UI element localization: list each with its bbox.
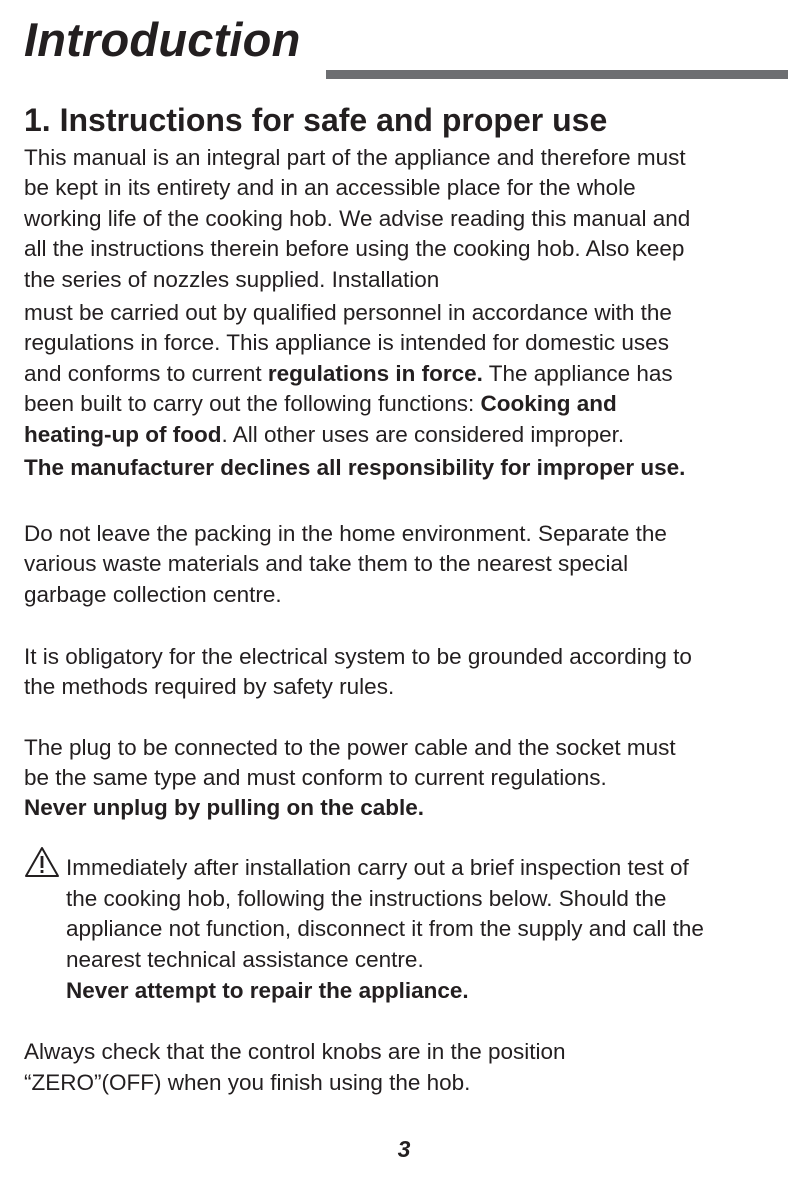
text-run: The appliance has bbox=[482, 361, 673, 386]
p1-line: This manual is an integral part of the appliance and therefore must bbox=[24, 145, 686, 170]
p7-line: Always check that the control knobs are in the position bbox=[24, 1039, 566, 1064]
manufacturer-disclaimer: The manufacturer declines all responsibility for improper use. bbox=[24, 455, 686, 480]
p2-line: must be carried out by qualified personnel in accordance with the bbox=[24, 300, 672, 325]
p4-line: Do not leave the packing in the home environment. Separate the bbox=[24, 521, 667, 546]
warning-line: nearest technical assistance centre. bbox=[66, 947, 424, 972]
p1-line: the series of nozzles supplied. Installation bbox=[24, 267, 440, 292]
p1-line: be kept in its entirety and in an accessible place for the whole bbox=[24, 175, 636, 200]
p6-line: be the same type and must conform to current regulations. bbox=[24, 765, 607, 790]
text-run: and conforms to current bbox=[24, 361, 268, 386]
section-heading: 1. Instructions for safe and proper use bbox=[24, 102, 608, 138]
p5-line: It is obligatory for the electrical system to be grounded according to bbox=[24, 644, 692, 669]
p4-line: garbage collection centre. bbox=[24, 582, 282, 607]
p1-line: all the instructions therein before using the cooking hob. Also keep bbox=[24, 236, 685, 261]
p7-line: “ZERO”(OFF) when you finish using the hob. bbox=[24, 1070, 471, 1095]
warning-triangle-icon bbox=[24, 846, 60, 878]
p2-line bbox=[24, 389, 617, 419]
emphasis-heating: heating-up of food bbox=[24, 422, 222, 447]
warning-line: the cooking hob, following the instructions below. Should the bbox=[66, 886, 667, 911]
text-run: been built to carry out the following functions: bbox=[24, 391, 481, 416]
unplug-warning: Never unplug by pulling on the cable. bbox=[24, 795, 425, 820]
p5-line: the methods required by safety rules. bbox=[24, 674, 395, 699]
p6-line: The plug to be connected to the power cable and the socket must bbox=[24, 735, 676, 760]
page-title: Introduction bbox=[24, 13, 301, 66]
warning-line: Immediately after installation carry out a brief inspection test of bbox=[66, 855, 689, 880]
p1-line: working life of the cooking hob. We advise reading this manual and bbox=[24, 206, 691, 231]
page-number: 3 bbox=[397, 1136, 411, 1162]
text-run: . All other uses are considered improper. bbox=[221, 422, 625, 447]
p2-line bbox=[24, 420, 624, 450]
p4-line: various waste materials and take them to the nearest special bbox=[24, 551, 629, 576]
warning-line: appliance not function, disconnect it from the supply and call the bbox=[66, 916, 704, 941]
repair-warning: Never attempt to repair the appliance. bbox=[66, 978, 469, 1003]
emphasis-regulations: regulations in force. bbox=[267, 361, 483, 386]
p2-line: regulations in force. This appliance is intended for domestic uses bbox=[24, 330, 669, 355]
emphasis-cooking: Cooking and bbox=[480, 391, 617, 416]
p2-line bbox=[24, 359, 673, 389]
title-rule bbox=[326, 70, 788, 79]
